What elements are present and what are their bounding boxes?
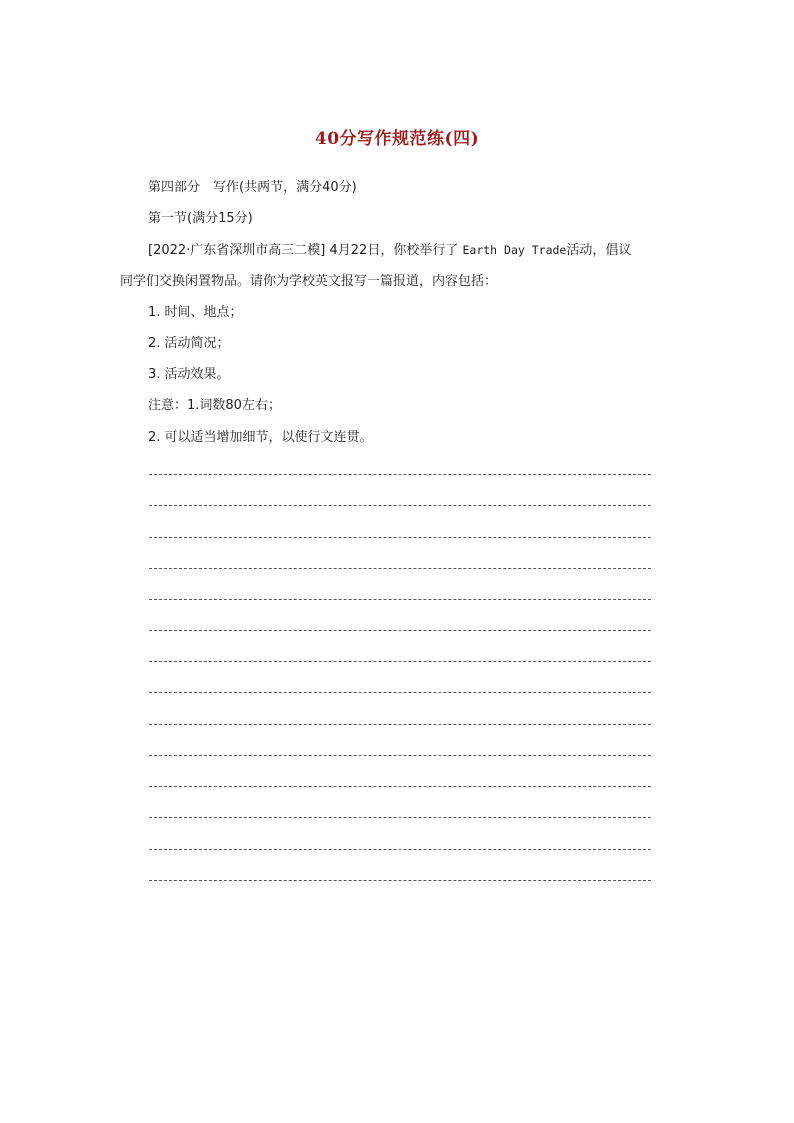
writing-line[interactable]: [149, 568, 651, 569]
prompt-line-2: 同学们交换闲置物品。请你为学校英文报写一篇报道，内容包括：: [120, 274, 498, 289]
activity-name: Earth Day Trade: [462, 243, 567, 257]
content-point-3: 3. 活动效果。: [148, 367, 230, 382]
content-point-1: 1. 时间、地点；: [148, 305, 243, 320]
writing-line[interactable]: [149, 474, 651, 475]
writing-line[interactable]: [149, 599, 651, 600]
writing-line[interactable]: [149, 537, 651, 538]
note-1: 注意：1.词数80左右；: [148, 398, 281, 413]
writing-line[interactable]: [149, 849, 651, 850]
subsection-header: 第一节(满分15分): [148, 211, 253, 226]
prompt-line-1: [148, 242, 631, 259]
writing-line[interactable]: [149, 505, 651, 506]
writing-line[interactable]: [149, 661, 651, 662]
prompt-source: [2022·广东省深圳市高三二模]: [148, 243, 326, 258]
writing-line[interactable]: [149, 724, 651, 725]
page-title: 40分写作规范练(四): [314, 129, 480, 149]
section-header: 第四部分 写作(共两节，满分40分): [148, 180, 357, 195]
writing-line[interactable]: [149, 755, 651, 756]
content-point-2: 2. 活动简况；: [148, 336, 230, 351]
writing-line[interactable]: [149, 692, 651, 693]
writing-line[interactable]: [149, 630, 651, 631]
writing-line[interactable]: [149, 786, 651, 787]
writing-line[interactable]: [149, 817, 651, 818]
note-2: 2. 可以适当增加细节，以使行文连贯。: [148, 430, 373, 445]
writing-line[interactable]: [149, 880, 651, 881]
prompt-intro: 4月22日，你校举行了: [329, 243, 459, 258]
prompt-intro-end: 活动，倡议: [566, 243, 632, 258]
